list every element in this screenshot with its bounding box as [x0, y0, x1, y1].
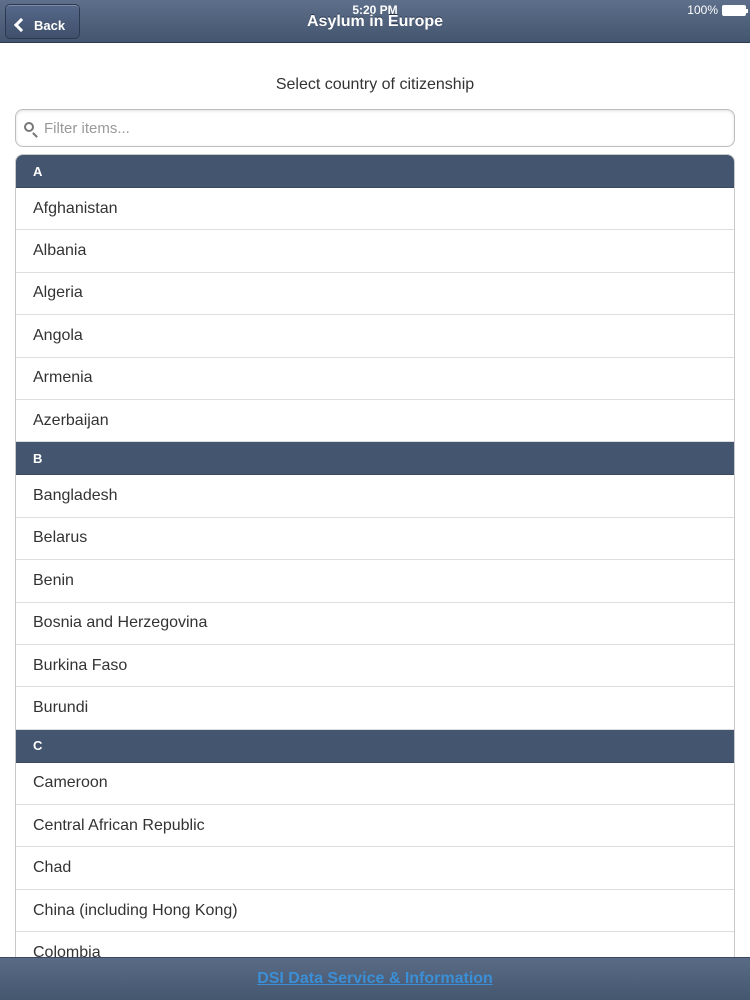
list-item[interactable]: Burundi — [16, 687, 734, 729]
list-item[interactable]: Algeria — [16, 273, 734, 315]
header-bar — [0, 0, 750, 43]
filter-box — [15, 109, 735, 147]
select-prompt: Select country of citizenship — [275, 76, 475, 93]
status-time: 5:20 PM — [352, 3, 398, 17]
list-item[interactable]: Azerbaijan — [16, 400, 734, 442]
list-item[interactable]: China (including Hong Kong) — [16, 890, 734, 932]
country-list — [15, 154, 735, 958]
back-label: Back — [34, 18, 66, 33]
list-item[interactable]: Cameroon — [16, 763, 734, 805]
search-icon — [24, 122, 34, 132]
list-divider-c: C — [16, 730, 734, 763]
list-item[interactable]: Bosnia and Herzegovina — [16, 603, 734, 645]
list-item[interactable]: Benin — [16, 560, 734, 602]
list-divider-a: A — [16, 155, 734, 188]
list-divider-b: B — [16, 442, 734, 475]
list-item[interactable]: Angola — [16, 315, 734, 357]
battery-percent: 100% — [687, 3, 718, 17]
list-item[interactable]: Burkina Faso — [16, 645, 734, 687]
list-item[interactable]: Central African Republic — [16, 805, 734, 847]
list-item[interactable]: Belarus — [16, 518, 734, 560]
list-item[interactable]: Afghanistan — [16, 188, 734, 230]
list-item[interactable]: Armenia — [16, 358, 734, 400]
list-item[interactable]: Colombia — [16, 932, 734, 958]
filter-input[interactable] — [44, 110, 724, 146]
list-item[interactable]: Chad — [16, 847, 734, 889]
footer-link[interactable]: DSI Data Service & Information — [257, 970, 493, 987]
page-title: Asylum in Europe — [306, 13, 444, 30]
list-item[interactable]: Albania — [16, 230, 734, 272]
footer-bar — [0, 957, 750, 1000]
list-item[interactable]: Bangladesh — [16, 475, 734, 517]
